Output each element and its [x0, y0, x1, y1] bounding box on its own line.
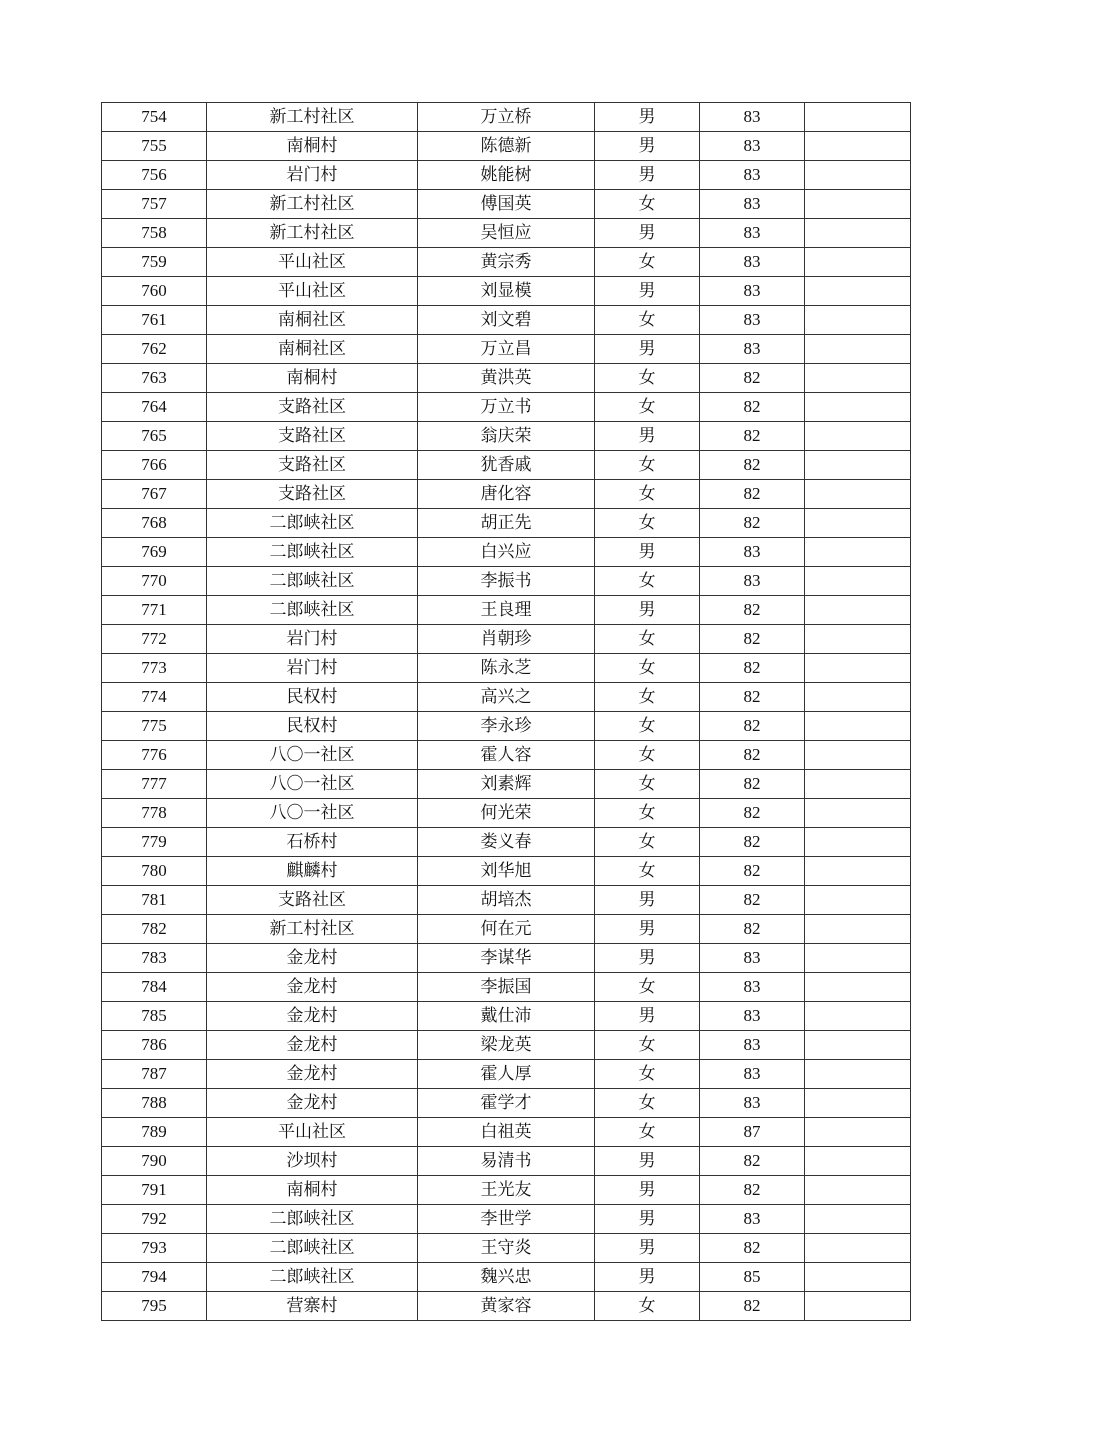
remark-cell — [805, 683, 911, 712]
age-cell: 82 — [700, 364, 805, 393]
person-name-cell: 吴恒应 — [418, 219, 595, 248]
remark-cell — [805, 944, 911, 973]
community-cell: 南桐村 — [207, 132, 418, 161]
remark-cell — [805, 915, 911, 944]
person-name-cell: 翁庆荣 — [418, 422, 595, 451]
community-cell: 沙坝村 — [207, 1147, 418, 1176]
remark-cell — [805, 480, 911, 509]
age-cell: 83 — [700, 132, 805, 161]
gender-cell: 男 — [595, 1205, 700, 1234]
gender-cell: 男 — [595, 1002, 700, 1031]
remark-cell — [805, 1234, 911, 1263]
person-name-cell: 犹香戚 — [418, 451, 595, 480]
community-cell: 南桐村 — [207, 1176, 418, 1205]
person-name-cell: 肖朝珍 — [418, 625, 595, 654]
gender-cell: 女 — [595, 567, 700, 596]
community-cell: 二郎峡社区 — [207, 1205, 418, 1234]
table-row — [102, 683, 911, 712]
age-cell: 82 — [700, 828, 805, 857]
community-cell: 支路社区 — [207, 451, 418, 480]
gender-cell: 男 — [595, 886, 700, 915]
table-row — [102, 1060, 911, 1089]
gender-cell: 男 — [595, 132, 700, 161]
person-name-cell: 何光荣 — [418, 799, 595, 828]
community-cell: 金龙村 — [207, 1060, 418, 1089]
person-name-cell: 魏兴忠 — [418, 1263, 595, 1292]
community-cell: 金龙村 — [207, 944, 418, 973]
table-row — [102, 828, 911, 857]
person-name-cell: 白祖英 — [418, 1118, 595, 1147]
age-cell: 82 — [700, 422, 805, 451]
serial-number-cell: 770 — [102, 567, 207, 596]
gender-cell: 女 — [595, 1292, 700, 1321]
table-row — [102, 1147, 911, 1176]
community-cell: 金龙村 — [207, 973, 418, 1002]
serial-number-cell: 760 — [102, 277, 207, 306]
remark-cell — [805, 103, 911, 132]
person-name-cell: 王守炎 — [418, 1234, 595, 1263]
person-name-cell: 胡正先 — [418, 509, 595, 538]
person-name-cell: 刘华旭 — [418, 857, 595, 886]
community-cell: 岩门村 — [207, 654, 418, 683]
age-cell: 83 — [700, 538, 805, 567]
person-name-cell: 黄家容 — [418, 1292, 595, 1321]
person-name-cell: 王良理 — [418, 596, 595, 625]
community-cell: 新工村社区 — [207, 103, 418, 132]
age-cell: 82 — [700, 712, 805, 741]
remark-cell — [805, 625, 911, 654]
person-name-cell: 刘文碧 — [418, 306, 595, 335]
age-cell: 83 — [700, 335, 805, 364]
table-row — [102, 1234, 911, 1263]
person-name-cell: 姚能树 — [418, 161, 595, 190]
person-name-cell: 傅国英 — [418, 190, 595, 219]
community-cell: 支路社区 — [207, 886, 418, 915]
remark-cell — [805, 799, 911, 828]
remark-cell — [805, 741, 911, 770]
gender-cell: 男 — [595, 915, 700, 944]
serial-number-cell: 784 — [102, 973, 207, 1002]
gender-cell: 男 — [595, 1263, 700, 1292]
person-name-cell: 易清书 — [418, 1147, 595, 1176]
age-cell: 83 — [700, 944, 805, 973]
table-row — [102, 509, 911, 538]
gender-cell: 男 — [595, 422, 700, 451]
serial-number-cell: 781 — [102, 886, 207, 915]
age-cell: 82 — [700, 654, 805, 683]
remark-cell — [805, 277, 911, 306]
table-row — [102, 364, 911, 393]
gender-cell: 女 — [595, 364, 700, 393]
community-cell: 二郎峡社区 — [207, 596, 418, 625]
serial-number-cell: 791 — [102, 1176, 207, 1205]
community-cell: 岩门村 — [207, 625, 418, 654]
community-cell: 八〇一社区 — [207, 799, 418, 828]
remark-cell — [805, 1118, 911, 1147]
gender-cell: 女 — [595, 1089, 700, 1118]
table-row — [102, 132, 911, 161]
gender-cell: 女 — [595, 1060, 700, 1089]
age-cell: 83 — [700, 248, 805, 277]
table-row — [102, 712, 911, 741]
serial-number-cell: 755 — [102, 132, 207, 161]
table-row — [102, 567, 911, 596]
age-cell: 82 — [700, 451, 805, 480]
table-row — [102, 770, 911, 799]
age-cell: 83 — [700, 277, 805, 306]
remark-cell — [805, 886, 911, 915]
age-cell: 82 — [700, 886, 805, 915]
remark-cell — [805, 364, 911, 393]
remark-cell — [805, 857, 911, 886]
gender-cell: 男 — [595, 335, 700, 364]
community-cell: 二郎峡社区 — [207, 538, 418, 567]
remark-cell — [805, 1060, 911, 1089]
serial-number-cell: 786 — [102, 1031, 207, 1060]
remark-cell — [805, 1292, 911, 1321]
serial-number-cell: 759 — [102, 248, 207, 277]
age-cell: 83 — [700, 306, 805, 335]
remark-cell — [805, 393, 911, 422]
serial-number-cell: 766 — [102, 451, 207, 480]
gender-cell: 女 — [595, 306, 700, 335]
community-cell: 八〇一社区 — [207, 741, 418, 770]
table-row — [102, 857, 911, 886]
serial-number-cell: 777 — [102, 770, 207, 799]
person-name-cell: 白兴应 — [418, 538, 595, 567]
table-row — [102, 654, 911, 683]
gender-cell: 男 — [595, 219, 700, 248]
gender-cell: 男 — [595, 944, 700, 973]
serial-number-cell: 787 — [102, 1060, 207, 1089]
community-cell: 南桐村 — [207, 364, 418, 393]
community-cell: 二郎峡社区 — [207, 509, 418, 538]
table-row — [102, 248, 911, 277]
gender-cell: 女 — [595, 683, 700, 712]
gender-cell: 男 — [595, 103, 700, 132]
serial-number-cell: 765 — [102, 422, 207, 451]
community-cell: 平山社区 — [207, 1118, 418, 1147]
age-cell: 82 — [700, 625, 805, 654]
age-cell: 82 — [700, 683, 805, 712]
person-name-cell: 李永珍 — [418, 712, 595, 741]
remark-cell — [805, 306, 911, 335]
community-cell: 民权村 — [207, 683, 418, 712]
serial-number-cell: 794 — [102, 1263, 207, 1292]
person-name-cell: 陈永芝 — [418, 654, 595, 683]
person-name-cell: 娄义春 — [418, 828, 595, 857]
table-row — [102, 393, 911, 422]
remark-cell — [805, 567, 911, 596]
gender-cell: 女 — [595, 625, 700, 654]
community-cell: 金龙村 — [207, 1002, 418, 1031]
gender-cell: 女 — [595, 190, 700, 219]
serial-number-cell: 767 — [102, 480, 207, 509]
community-cell: 八〇一社区 — [207, 770, 418, 799]
remark-cell — [805, 538, 911, 567]
age-cell: 82 — [700, 741, 805, 770]
gender-cell: 女 — [595, 654, 700, 683]
gender-cell: 男 — [595, 596, 700, 625]
serial-number-cell: 788 — [102, 1089, 207, 1118]
serial-number-cell: 769 — [102, 538, 207, 567]
remark-cell — [805, 451, 911, 480]
gender-cell: 男 — [595, 538, 700, 567]
table-row — [102, 596, 911, 625]
person-name-cell: 李谋华 — [418, 944, 595, 973]
community-cell: 新工村社区 — [207, 219, 418, 248]
gender-cell: 女 — [595, 480, 700, 509]
table-row — [102, 103, 911, 132]
community-cell: 支路社区 — [207, 480, 418, 509]
table-row — [102, 219, 911, 248]
remark-cell — [805, 973, 911, 1002]
age-cell: 82 — [700, 799, 805, 828]
age-cell: 83 — [700, 973, 805, 1002]
community-cell: 南桐社区 — [207, 335, 418, 364]
remark-cell — [805, 828, 911, 857]
person-name-cell: 王光友 — [418, 1176, 595, 1205]
age-cell: 85 — [700, 1263, 805, 1292]
person-name-cell: 陈德新 — [418, 132, 595, 161]
table-row — [102, 741, 911, 770]
remark-cell — [805, 1002, 911, 1031]
table-row — [102, 1292, 911, 1321]
table-row — [102, 973, 911, 1002]
table-row — [102, 161, 911, 190]
person-name-cell: 万立昌 — [418, 335, 595, 364]
table-body — [102, 103, 911, 1321]
person-name-cell: 霍人容 — [418, 741, 595, 770]
community-cell: 支路社区 — [207, 393, 418, 422]
community-cell: 岩门村 — [207, 161, 418, 190]
serial-number-cell: 754 — [102, 103, 207, 132]
community-cell: 金龙村 — [207, 1031, 418, 1060]
age-cell: 82 — [700, 509, 805, 538]
remark-cell — [805, 248, 911, 277]
remark-cell — [805, 1147, 911, 1176]
serial-number-cell: 757 — [102, 190, 207, 219]
table-row — [102, 1031, 911, 1060]
table-row — [102, 799, 911, 828]
person-name-cell: 梁龙英 — [418, 1031, 595, 1060]
community-cell: 南桐社区 — [207, 306, 418, 335]
table-row — [102, 1263, 911, 1292]
table-row — [102, 1176, 911, 1205]
age-cell: 82 — [700, 1176, 805, 1205]
serial-number-cell: 773 — [102, 654, 207, 683]
age-cell: 82 — [700, 1234, 805, 1263]
gender-cell: 女 — [595, 1118, 700, 1147]
person-name-cell: 刘显模 — [418, 277, 595, 306]
serial-number-cell: 778 — [102, 799, 207, 828]
gender-cell: 女 — [595, 828, 700, 857]
serial-number-cell: 774 — [102, 683, 207, 712]
gender-cell: 女 — [595, 1031, 700, 1060]
remark-cell — [805, 1176, 911, 1205]
serial-number-cell: 768 — [102, 509, 207, 538]
serial-number-cell: 761 — [102, 306, 207, 335]
community-cell: 二郎峡社区 — [207, 1263, 418, 1292]
remark-cell — [805, 1089, 911, 1118]
serial-number-cell: 785 — [102, 1002, 207, 1031]
person-name-cell: 霍学才 — [418, 1089, 595, 1118]
serial-number-cell: 763 — [102, 364, 207, 393]
serial-number-cell: 758 — [102, 219, 207, 248]
person-name-cell: 万立书 — [418, 393, 595, 422]
serial-number-cell: 782 — [102, 915, 207, 944]
community-cell: 民权村 — [207, 712, 418, 741]
age-cell: 83 — [700, 190, 805, 219]
gender-cell: 女 — [595, 712, 700, 741]
age-cell: 83 — [700, 1089, 805, 1118]
table-row — [102, 1089, 911, 1118]
serial-number-cell: 772 — [102, 625, 207, 654]
remark-cell — [805, 509, 911, 538]
person-name-cell: 黄洪英 — [418, 364, 595, 393]
community-cell: 麒麟村 — [207, 857, 418, 886]
person-name-cell: 李世学 — [418, 1205, 595, 1234]
age-cell: 82 — [700, 857, 805, 886]
community-cell: 二郎峡社区 — [207, 1234, 418, 1263]
table-row — [102, 1118, 911, 1147]
serial-number-cell: 775 — [102, 712, 207, 741]
gender-cell: 男 — [595, 1176, 700, 1205]
table-row — [102, 480, 911, 509]
gender-cell: 女 — [595, 248, 700, 277]
gender-cell: 女 — [595, 770, 700, 799]
person-name-cell: 唐化容 — [418, 480, 595, 509]
age-cell: 83 — [700, 1031, 805, 1060]
age-cell: 83 — [700, 103, 805, 132]
remark-cell — [805, 161, 911, 190]
gender-cell: 女 — [595, 857, 700, 886]
serial-number-cell: 792 — [102, 1205, 207, 1234]
community-cell: 平山社区 — [207, 248, 418, 277]
table-row — [102, 1205, 911, 1234]
remark-cell — [805, 335, 911, 364]
gender-cell: 女 — [595, 451, 700, 480]
age-cell: 82 — [700, 915, 805, 944]
remark-cell — [805, 770, 911, 799]
remark-cell — [805, 190, 911, 219]
age-cell: 83 — [700, 1060, 805, 1089]
serial-number-cell: 790 — [102, 1147, 207, 1176]
age-cell: 82 — [700, 596, 805, 625]
table-row — [102, 190, 911, 219]
remark-cell — [805, 422, 911, 451]
age-cell: 83 — [700, 161, 805, 190]
community-cell: 新工村社区 — [207, 915, 418, 944]
serial-number-cell: 762 — [102, 335, 207, 364]
community-cell: 营寨村 — [207, 1292, 418, 1321]
serial-number-cell: 776 — [102, 741, 207, 770]
gender-cell: 女 — [595, 741, 700, 770]
remark-cell — [805, 654, 911, 683]
community-cell: 支路社区 — [207, 422, 418, 451]
age-cell: 87 — [700, 1118, 805, 1147]
table-row — [102, 422, 911, 451]
person-name-cell: 霍人厚 — [418, 1060, 595, 1089]
serial-number-cell: 771 — [102, 596, 207, 625]
age-cell: 82 — [700, 393, 805, 422]
remark-cell — [805, 1263, 911, 1292]
table-row — [102, 625, 911, 654]
age-cell: 83 — [700, 1205, 805, 1234]
person-name-cell: 高兴之 — [418, 683, 595, 712]
person-name-cell: 胡培杰 — [418, 886, 595, 915]
gender-cell: 男 — [595, 161, 700, 190]
community-cell: 金龙村 — [207, 1089, 418, 1118]
gender-cell: 女 — [595, 509, 700, 538]
table-row — [102, 886, 911, 915]
serial-number-cell: 780 — [102, 857, 207, 886]
age-cell: 82 — [700, 770, 805, 799]
table-row — [102, 944, 911, 973]
person-name-cell: 万立桥 — [418, 103, 595, 132]
gender-cell: 男 — [595, 1234, 700, 1263]
age-cell: 83 — [700, 1002, 805, 1031]
person-name-cell: 何在元 — [418, 915, 595, 944]
serial-number-cell: 795 — [102, 1292, 207, 1321]
remark-cell — [805, 596, 911, 625]
serial-number-cell: 793 — [102, 1234, 207, 1263]
serial-number-cell: 779 — [102, 828, 207, 857]
serial-number-cell: 789 — [102, 1118, 207, 1147]
table-row — [102, 915, 911, 944]
serial-number-cell: 764 — [102, 393, 207, 422]
gender-cell: 男 — [595, 277, 700, 306]
remark-cell — [805, 1205, 911, 1234]
community-cell: 平山社区 — [207, 277, 418, 306]
gender-cell: 女 — [595, 973, 700, 1002]
serial-number-cell: 783 — [102, 944, 207, 973]
age-cell: 82 — [700, 480, 805, 509]
table-row — [102, 306, 911, 335]
person-name-cell: 刘素辉 — [418, 770, 595, 799]
gender-cell: 女 — [595, 393, 700, 422]
roster-table — [101, 102, 911, 1321]
age-cell: 83 — [700, 567, 805, 596]
age-cell: 83 — [700, 219, 805, 248]
table-row — [102, 277, 911, 306]
table-row — [102, 538, 911, 567]
remark-cell — [805, 219, 911, 248]
serial-number-cell: 756 — [102, 161, 207, 190]
gender-cell: 女 — [595, 799, 700, 828]
table-row — [102, 1002, 911, 1031]
person-name-cell: 戴仕沛 — [418, 1002, 595, 1031]
community-cell: 新工村社区 — [207, 190, 418, 219]
person-name-cell: 李振书 — [418, 567, 595, 596]
table-row — [102, 335, 911, 364]
remark-cell — [805, 1031, 911, 1060]
remark-cell — [805, 712, 911, 741]
person-name-cell: 李振国 — [418, 973, 595, 1002]
gender-cell: 男 — [595, 1147, 700, 1176]
age-cell: 82 — [700, 1147, 805, 1176]
table-row — [102, 451, 911, 480]
remark-cell — [805, 132, 911, 161]
age-cell: 82 — [700, 1292, 805, 1321]
person-name-cell: 黄宗秀 — [418, 248, 595, 277]
community-cell: 二郎峡社区 — [207, 567, 418, 596]
community-cell: 石桥村 — [207, 828, 418, 857]
